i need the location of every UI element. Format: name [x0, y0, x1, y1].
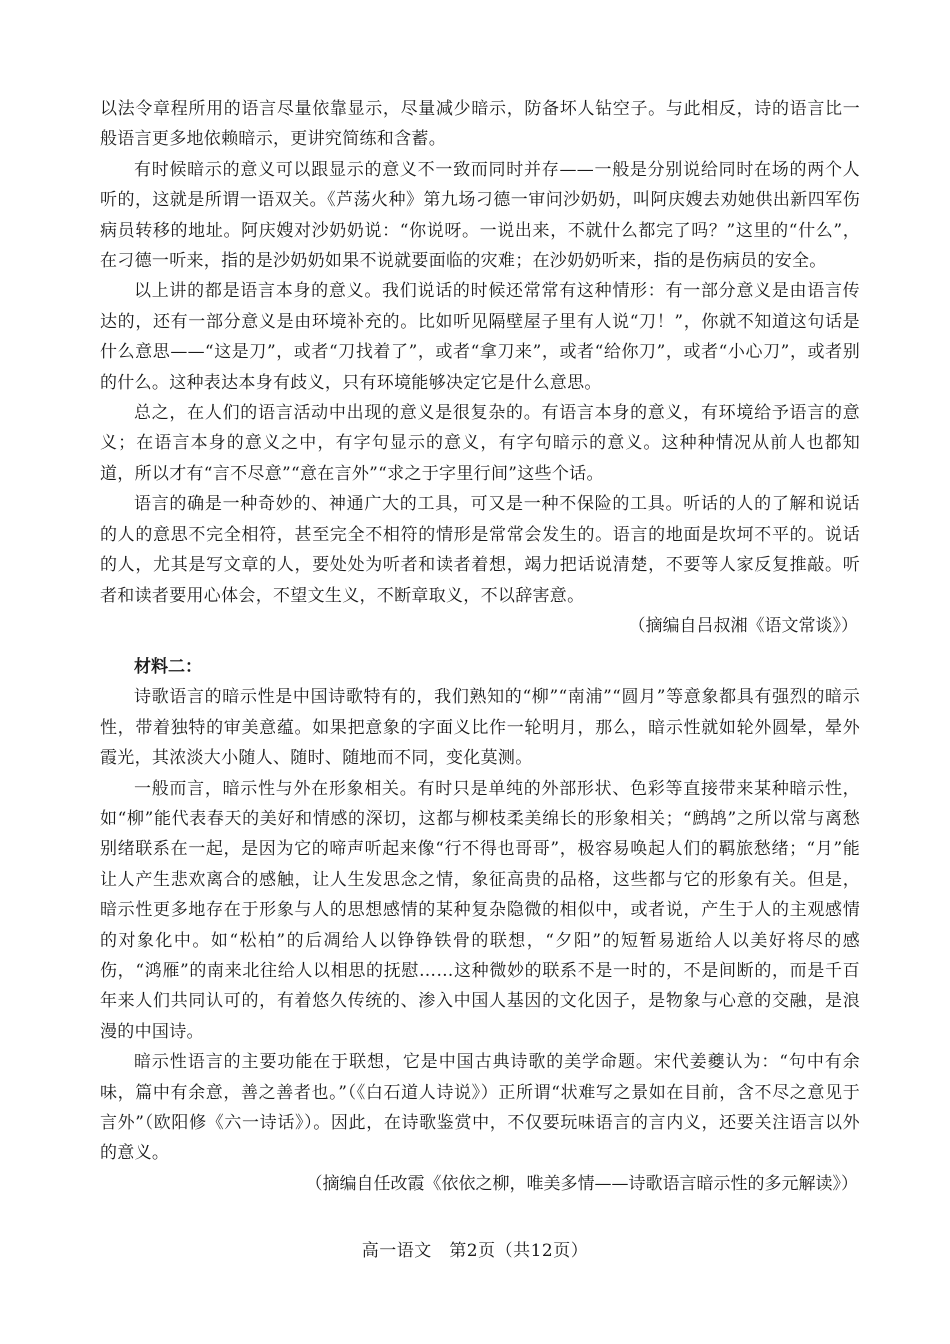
material1-paragraph-4: 总之，在人们的语言活动中出现的意义是很复杂的。有语言本身的意义，有环境给予语言的意义；在语言本身的意义之中，有字句显示的意义，有字句暗示的意义。这种种情况从前人也都知道，所以才有“言不尽意”“意在言外”“求之于字里行间”这些个话。: [100, 403, 860, 484]
material1-paragraph-2: 有时候暗示的意义可以跟显示的意义不一致而同时并存——一般是分别说给同时在场的两个人听的，这就是所谓一语双关。《芦荡火种》第九场刁德一审问沙奶奶，叫阿庆嫂去劝她供出新四军伤病员转移的地址。阿庆嫂对沙奶奶说：“你说呀。一说出来，不就什么都完了吗？”这里的“什么”，在刁德一听来，指的是沙奶奶如果不说就要面临的灾难；在沙奶奶听来，指的是伤病员的安全。: [100, 159, 860, 272]
material2-source: （摘编自任改霞《依依之柳，唯美多情——诗歌语言暗示性的多元解读》）: [305, 1173, 858, 1194]
material1-source: （摘编自吕叔湘《语文常谈》）: [628, 615, 858, 636]
material2-paragraph-3: 暗示性语言的主要功能在于联想，它是中国古典诗歌的美学命题。宋代姜夔认为：“句中有余味，篇中有余意，善之善者也。”（《白石道人诗说》）正所谓“状难写之景如在目前，含不尽之意见于言外”（欧阳修《六一诗话》）。因此，在诗歌鉴赏中，不仅要玩味语言的言内义，还要关注语言以外的意义。: [100, 1052, 860, 1164]
page-footer: 高一语文 第2页（共12页）: [361, 1241, 589, 1261]
material2-paragraph-2: 一般而言，暗示性与外在形象相关。有时只是单纯的外部形状、色彩等直接带来某种暗示性，如“柳”能代表春天的美好和情感的深切，这都与柳枝柔美绵长的形象相关；“鹧鸪”之所以常与离愁别绪联系在一起，是因为它的啼声听起来像“行不得也哥哥”，极容易唤起人们的羁旅愁绪；“月”能让人产生悲欢离合的感触，让人生发思念之情，象征高贵的品格，这些都与它的形象有关。但是，暗示性更多地存在于形象与人的思想感情的某种复杂隐微的相似中，或者说，产生于人的主观感情的对象化中。如“松柏”的后凋给人以铮铮铁骨的联想，“夕阳”的短暂易逝给人以美好将尽的感伤，“鸿雁”的南来北往给人以相思的抚慰……这种微妙的联系不是一时的，不是间断的，而是千百年来人们共同认可的，有着悠久传统的、渗入中国人基因的文化因子，是物象与心意的交融，是浪漫的中国诗。: [100, 778, 860, 1042]
material1-paragraph-1: 以法令章程所用的语言尽量依靠显示，尽量减少暗示，防备坏人钻空子。与此相反，诗的语言比一般语言更多地依赖暗示，更讲究简练和含蓄。: [100, 99, 860, 150]
material2-paragraph-1: 诗歌语言的暗示性是中国诗歌特有的，我们熟知的“柳”“南浦”“圆月”等意象都具有强烈的暗示性，带着独特的审美意蕴。如果把意象的字面义比作一轮明月，那么，暗示性就如轮外圆晕，晕外霞光，其浓淡大小随人、随时、随地而不同，变化莫测。: [100, 687, 860, 769]
material2-heading: 材料二：: [134, 656, 202, 677]
material1-paragraph-5: 语言的确是一种奇妙的、神通广大的工具，可又是一种不保险的工具。听话的人的了解和说话的人的意思不完全相符，甚至完全不相符的情形是常常会发生的。语言的地面是坎坷不平的。说话的人，尤其是写文章的人，要处处为听者和读者着想，竭力把话说清楚，不要等人家反复推敲。听者和读者要用心体会，不望文生义，不断章取义，不以辞害意。: [100, 494, 860, 606]
page-body: [100, 94, 860, 1200]
material1-paragraph-3: 以上讲的都是语言本身的意义。我们说话的时候还常常有这种情形：有一部分意义是由语言传达的，还有一部分意义是由环境补充的。比如听见隔壁屋子里有人说“刀！”，你就不知道这句话是什么意思——“这是刀”，或者“刀找着了”，或者“拿刀来”，或者“给你刀”，或者“小心刀”，或者别的什么。这种表达本身有歧义，只有环境能够决定它是什么意思。: [100, 281, 860, 393]
